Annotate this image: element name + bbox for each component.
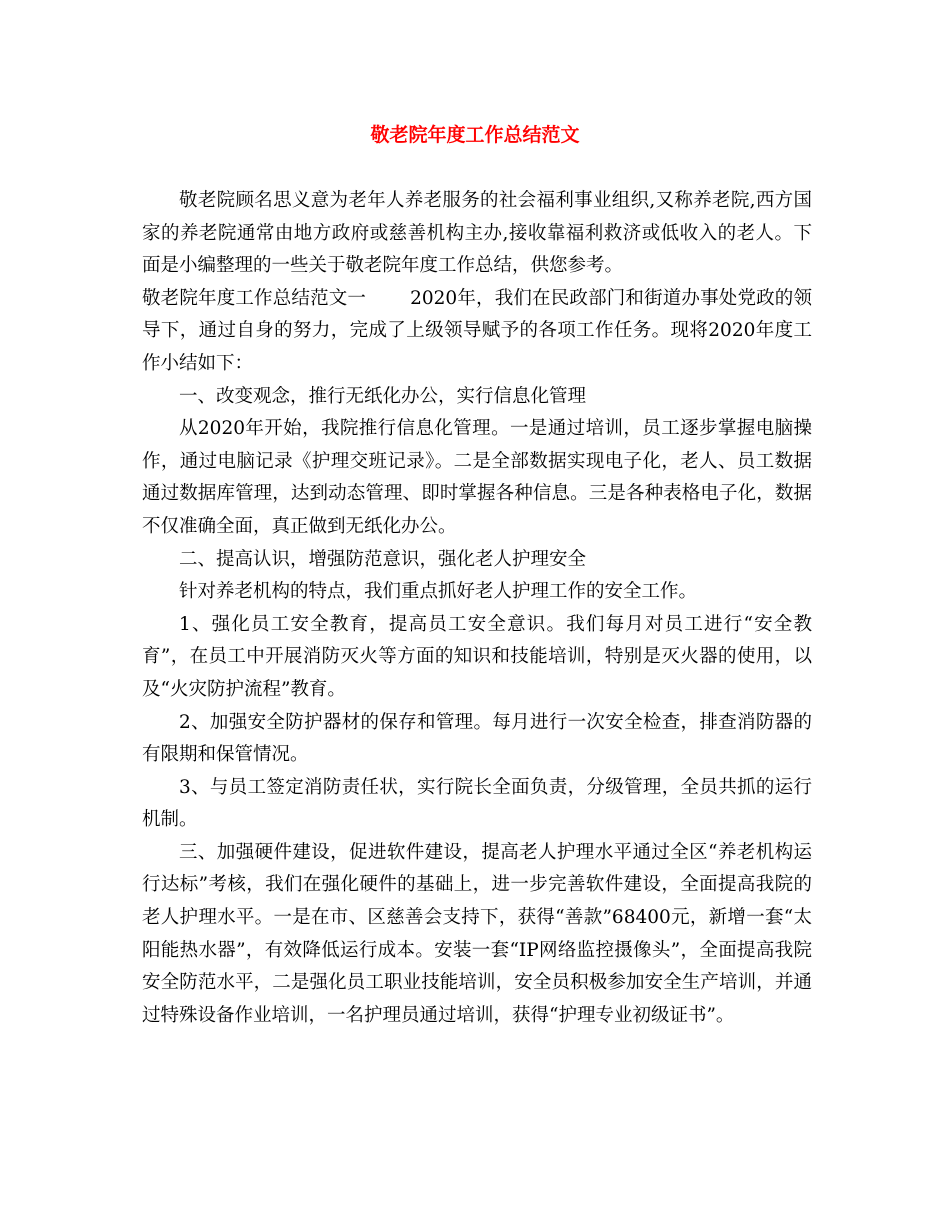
section-two-intro: 针对养老机构的特点，我们重点抓好老人护理工作的安全工作。 bbox=[179, 581, 698, 603]
intro-paragraph: 敬老院顾名思义意为老年人养老服务的社会福利事业组织,又称养老院,西方国家的养老院通常由地方政府或慈善机构主办,接收靠福利救济或低收入的老人。下面是小编整理的一些关于敬老院年度工作总结，供您参考。 bbox=[142, 190, 812, 277]
section-two-item-1: 1、强化员工安全教育，提高员工安全意识。我们每月对员工进行“安全教育”，在员工中开展消防灭火等方面的知识和技能培训，特别是灭火器的使用，以及“火灾防护流程”教育。 bbox=[142, 613, 812, 700]
document-title: 敬老院年度工作总结范文 bbox=[370, 124, 580, 146]
section-three-body: 三、加强硬件建设，促进软件建设，提高老人护理水平通过全区“养老机构运行达标”考核，我们在强化硬件的基础上，进一步完善软件建设，全面提高我院的老人护理水平。一是在市、区慈善会支持下，获得“善款”68400元，新增一套“太阳能热水器”，有效降低运行成本。安装一套“IP网络监控摄像头”，全面提高我院安全防范水平，二是强化员工职业技能培训，安全员积极参加安全生产培训，并通过特殊设备作业培训，一名护理员通过培训，获得“护理专业初级证书”。 bbox=[142, 841, 812, 1026]
summary-one-heading: 敬老院年度工作总结范文一 bbox=[142, 287, 367, 309]
section-one-heading: 一、改变观念，推行无纸化办公，实行信息化管理 bbox=[179, 385, 587, 407]
summary-one-text: 2020年，我们在民政部门和街道办事处党政的领导下，通过自身的努力，完成了上级领导赋予的各项工作任务。现将2020年度工作小结如下： bbox=[142, 287, 812, 374]
summary-one-paragraph bbox=[142, 283, 812, 381]
section-two-heading: 二、提高认识，增强防范意识，强化老人护理安全 bbox=[179, 548, 587, 570]
section-two-item-2: 2、加强安全防护器材的保存和管理。每月进行一次安全检查，排查消防器的有限期和保管情况。 bbox=[142, 711, 812, 766]
section-two-item-3: 3、与员工签定消防责任状，实行院长全面负责，分级管理，全员共抓的运行机制。 bbox=[142, 776, 812, 831]
section-one-body: 从2020年开始，我院推行信息化管理。一是通过培训，员工逐步掌握电脑操作，通过电脑记录《护理交班记录》。二是全部数据实现电子化，老人、员工数据通过数据库管理，达到动态管理、即时掌握各种信息。三是各种表格电子化，数据不仅准确全面，真正做到无纸化办公。 bbox=[142, 418, 812, 537]
document-body bbox=[142, 185, 812, 1032]
